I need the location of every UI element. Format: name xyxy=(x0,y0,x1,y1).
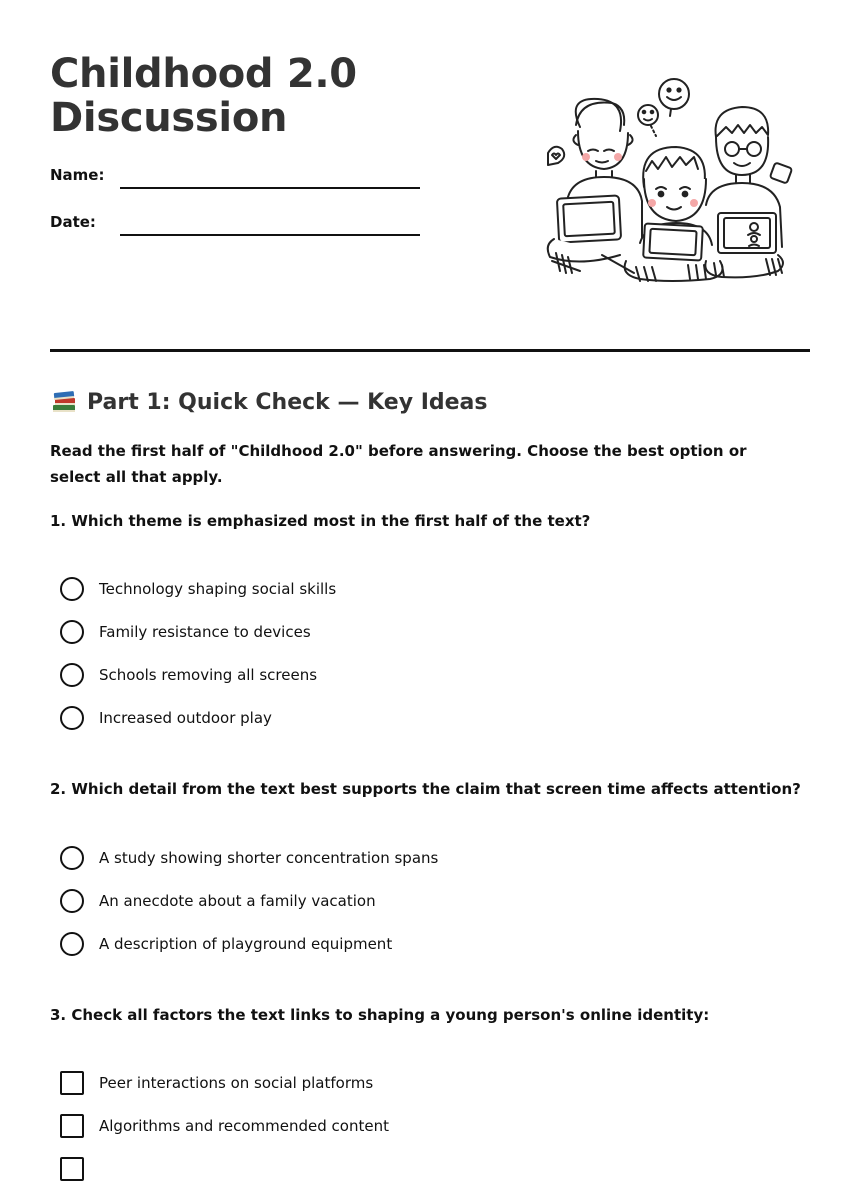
name-field[interactable] xyxy=(120,187,420,189)
option-label: An anecdote about a family vacation xyxy=(99,892,376,910)
checkbox[interactable] xyxy=(60,1071,84,1095)
page-title xyxy=(50,52,357,140)
option-label: A study showing shorter concentration spans xyxy=(99,849,439,867)
checkbox[interactable] xyxy=(60,1114,84,1138)
children-with-tablets-illustration xyxy=(540,75,800,290)
radio-button[interactable] xyxy=(60,706,84,730)
section-heading xyxy=(50,388,488,416)
option-label: Peer interactions on social platforms xyxy=(99,1074,374,1092)
name-label: Name: xyxy=(50,166,105,184)
section-title: Part 1: Quick Check — Key Ideas xyxy=(87,389,488,415)
radio-button[interactable] xyxy=(60,577,84,601)
date-label: Date: xyxy=(50,213,96,231)
option-label: Family resistance to devices xyxy=(99,623,311,641)
question-1-option[interactable] xyxy=(60,662,317,688)
question-1-option[interactable] xyxy=(60,576,336,602)
option-label: Schools removing all screens xyxy=(99,666,318,684)
question-3-option[interactable] xyxy=(60,1070,373,1096)
question-3-option[interactable] xyxy=(60,1156,99,1182)
question-1-prompt: 1. Which theme is emphasized most in the first half of the text? xyxy=(50,512,591,530)
instructions: Read the first half of "Childhood 2.0" before answering. Choose the best option or select all that apply. xyxy=(50,442,747,486)
radio-button[interactable] xyxy=(60,620,84,644)
radio-button[interactable] xyxy=(60,932,84,956)
option-label: A description of playground equipment xyxy=(99,935,393,953)
books-icon xyxy=(50,388,78,416)
radio-button[interactable] xyxy=(60,889,84,913)
title-line-1: Childhood 2.0 xyxy=(50,51,357,97)
question-2-option[interactable] xyxy=(60,931,392,957)
option-label: Increased outdoor play xyxy=(99,709,272,727)
question-2-option[interactable] xyxy=(60,845,438,871)
radio-button[interactable] xyxy=(60,663,84,687)
title-line-2: Discussion xyxy=(50,95,288,141)
radio-button[interactable] xyxy=(60,846,84,870)
question-3-option[interactable] xyxy=(60,1113,389,1139)
section-divider xyxy=(50,349,810,352)
date-field[interactable] xyxy=(120,234,420,236)
option-label: Technology shaping social skills xyxy=(99,580,337,598)
question-3-prompt: 3. Check all factors the text links to shaping a young person's online identity: xyxy=(50,1006,710,1024)
question-2-option[interactable] xyxy=(60,888,376,914)
option-label: Algorithms and recommended content xyxy=(99,1117,389,1135)
question-1-option[interactable] xyxy=(60,619,311,645)
question-1-option[interactable] xyxy=(60,705,272,731)
question-2-prompt: 2. Which detail from the text best supports the claim that screen time affects attention? xyxy=(50,780,801,798)
